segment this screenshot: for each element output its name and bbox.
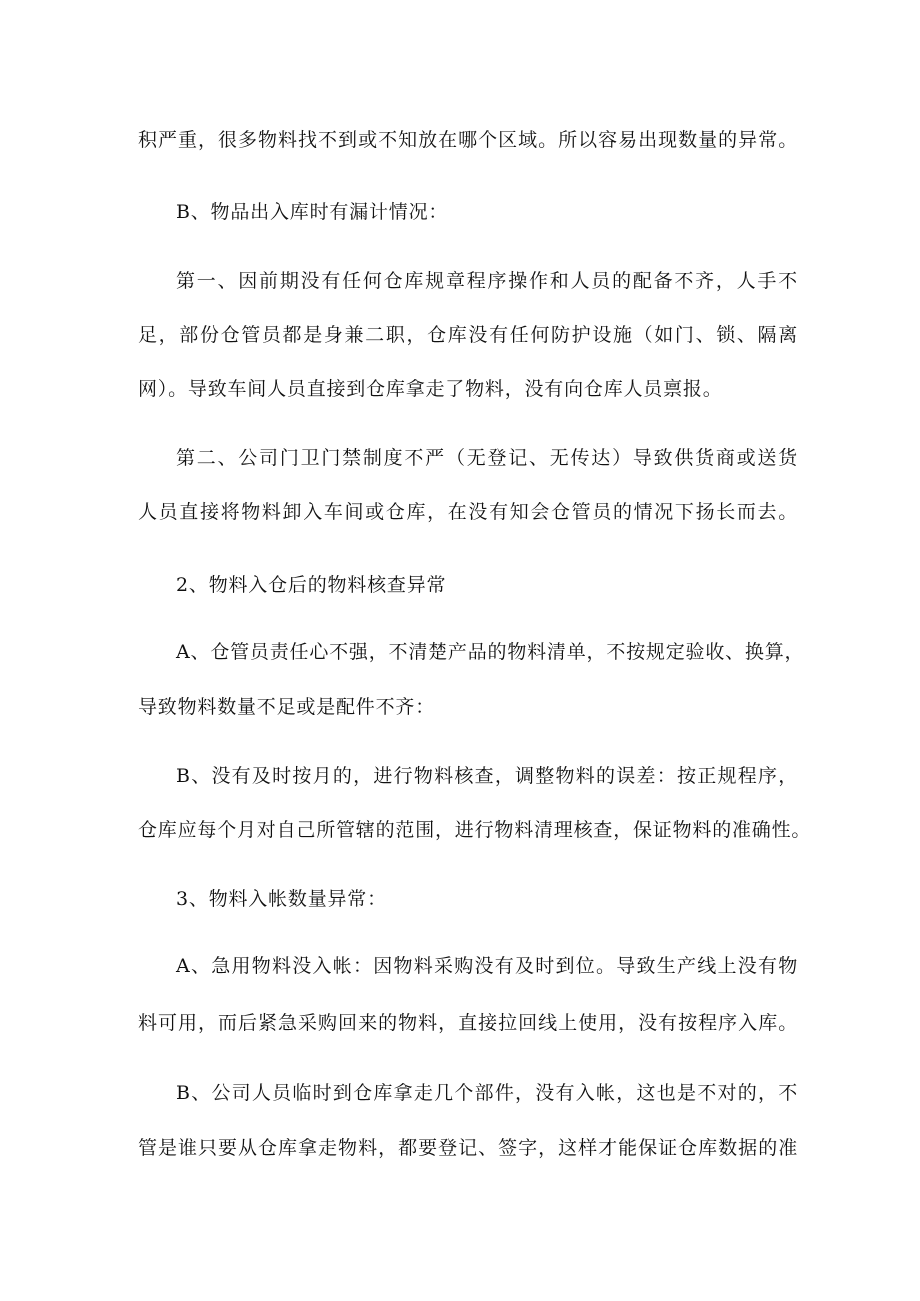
text-line-1: 积严重，很多物料找不到或不知放在哪个区域。所以容易出现数量的异常。 bbox=[138, 129, 798, 151]
text-line-11: B、没有及时按月的，进行物料核查，调整物料的误差：按正规程序， bbox=[176, 765, 798, 787]
text-line-2: B、物品出入库时有漏计情况： bbox=[176, 201, 449, 223]
text-line-12: 仓库应每个月对自己所管辖的范围，进行物料清理核查，保证物料的准确性。 bbox=[138, 819, 812, 841]
text-line-15: 料可用，而后紧急采购回来的物料，直接拉回线上使用，没有按程序入库。 bbox=[138, 1012, 798, 1034]
text-line-17: 管是谁只要从仓库拿走物料，都要登记、签字，这样才能保证仓库数据的准 bbox=[138, 1137, 798, 1159]
text-line-8: 2、物料入仓后的物料核查异常 bbox=[176, 574, 447, 596]
text-line-5: 网）。导致车间人员直接到仓库拿走了物料，没有向仓库人员禀报。 bbox=[138, 378, 723, 400]
text-line-14: A、急用物料没入帐：因物料采购没有及时到位。导致生产线上没有物 bbox=[176, 955, 798, 977]
text-line-3: 第一、因前期没有任何仓库规章程序操作和人员的配备不齐，人手不 bbox=[176, 270, 798, 292]
text-line-7: 人员直接将物料卸入车间或仓库，在没有知会仓管员的情况下扬长而去。 bbox=[138, 501, 798, 523]
text-line-13: 3、物料入帐数量异常： bbox=[176, 888, 387, 910]
text-line-10: 导致物料数量不足或是配件不齐： bbox=[138, 696, 436, 718]
text-line-6: 第二、公司门卫门禁制度不严（无登记、无传达）导致供货商或送货 bbox=[176, 447, 798, 469]
text-line-16: B、公司人员临时到仓库拿走几个部件，没有入帐，这也是不对的，不 bbox=[176, 1082, 798, 1104]
text-line-9: A、仓管员责任心不强，不清楚产品的物料清单，不按规定验收、换算， bbox=[176, 641, 805, 663]
text-line-4: 足，部份仓管员都是身兼二职，仓库没有任何防护设施（如门、锁、隔离 bbox=[138, 324, 798, 346]
